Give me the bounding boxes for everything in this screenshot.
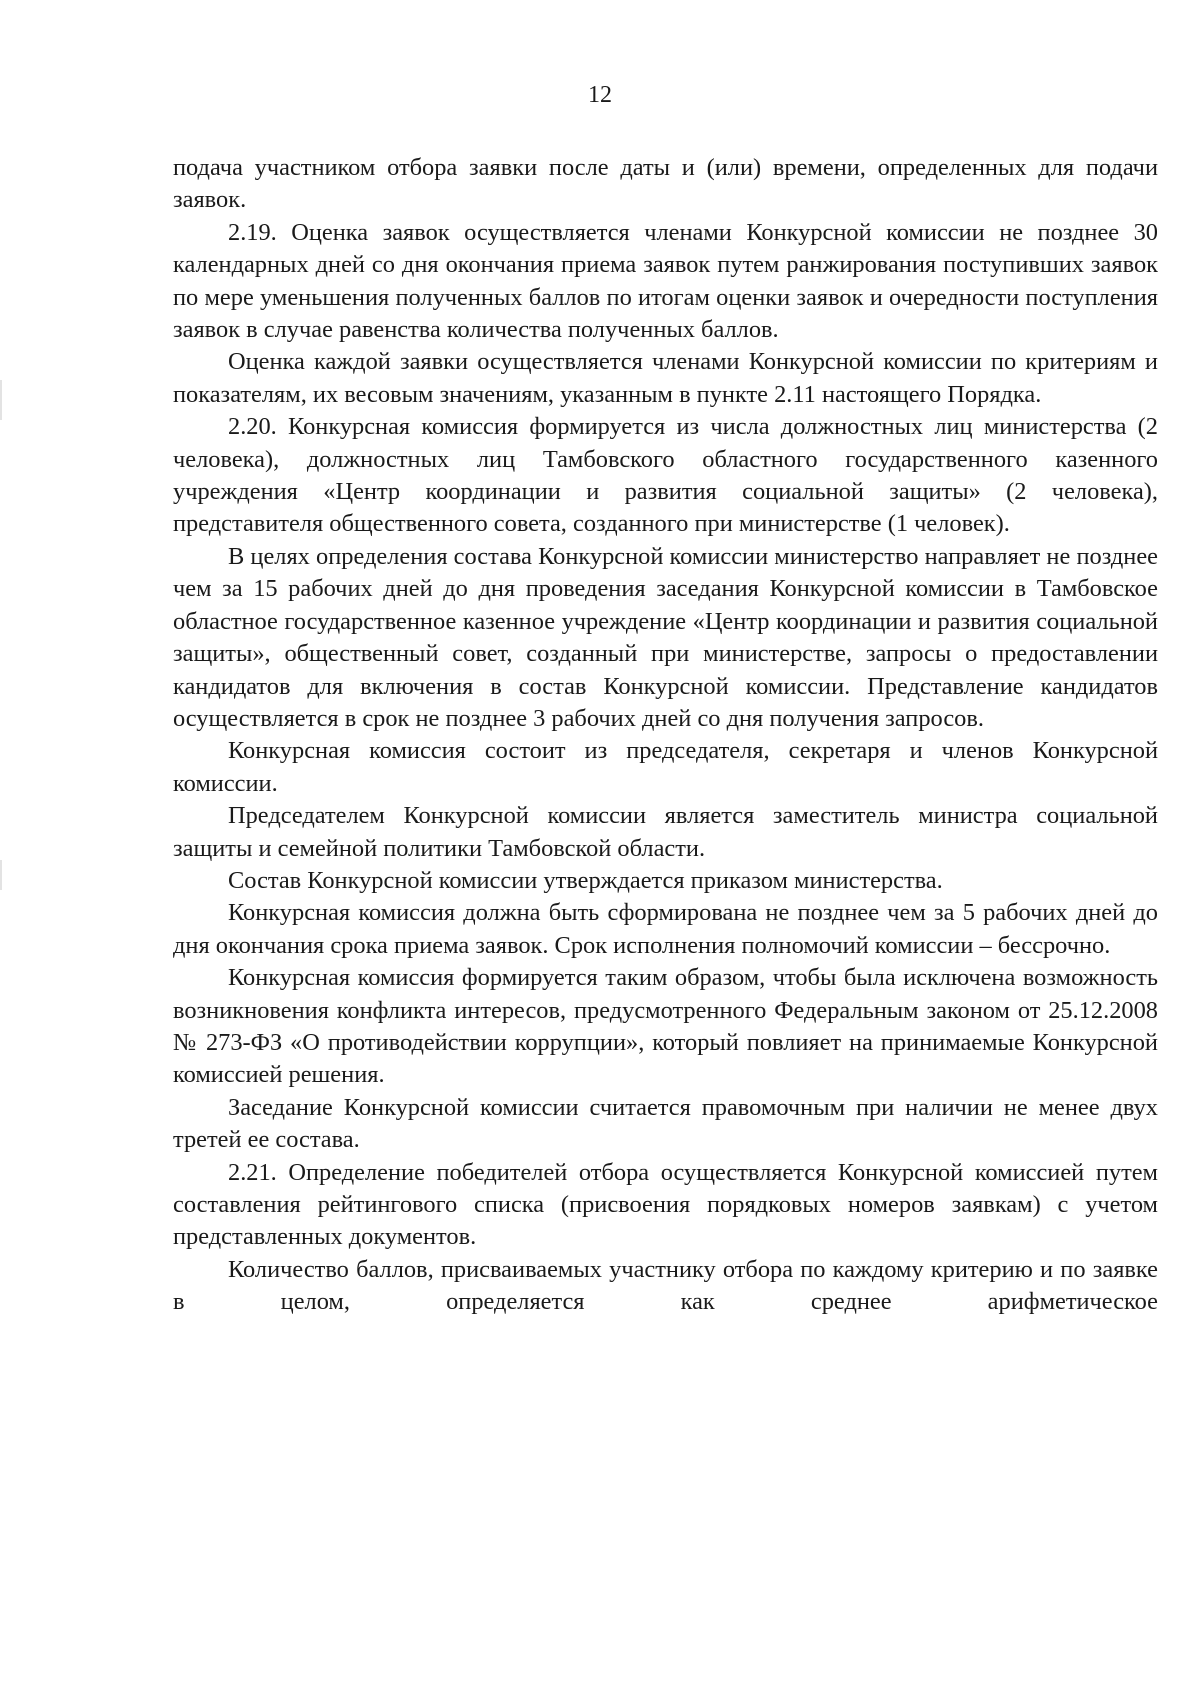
paragraph: Конкурсная комиссия состоит из председателя, секретаря и членов Конкурсной комиссии. (173, 737, 1158, 797)
paragraph: подача участником отбора заявки после даты и (или) времени, определенных для подачи заявок. (173, 154, 1158, 214)
paragraph: В целях определения состава Конкурсной комиссии министерство направляет не позднее чем за 15 рабочих дней до дня проведения заседания Конкурсной комиссии в Тамбовское областное государственное казенное учреждение «Центр координации и развития социальной защиты», общественный совет, созданный при министерстве, запросы о предоставлении кандидатов для включения в состав Конкурсной комиссии. Представление кандидатов осуществляется в срок не позднее 3 рабочих дней со дня получения запросов. (173, 542, 1158, 732)
page-number: 12 (588, 82, 612, 108)
paragraph: 2.20. Конкурсная комиссия формируется из числа должностных лиц министерства (2 человека), должностных лиц Тамбовского областного государственного казенного учреждения «Центр координации и развития социальной защиты» (2 человека), представителя общественного совета, созданного при министерстве (1 человек). (173, 413, 1158, 538)
scan-edge-mark (0, 860, 2, 890)
paragraph: 2.19. Оценка заявок осуществляется членами Конкурсной комиссии не позднее 30 календарных дней со дня окончания приема заявок путем ранжирования поступивших заявок по мере уменьшения полученных баллов по итогам оценки заявок и очередности поступления заявок в случае равенства количества полученных баллов. (173, 218, 1158, 344)
paragraph: Конкурсная комиссия формируется таким образом, чтобы была исключена возможность возникновения конфликта интересов, предусмотренного Федеральным законом от 25.12.2008 № 273-ФЗ «О противодействии коррупции», который повлияет на принимаемые Конкурсной комиссией решения. (173, 964, 1158, 1089)
paragraph: Оценка каждой заявки осуществляется членами Конкурсной комиссии по критериям и показателям, их весовым значениям, указанным в пункте 2.11 настоящего Порядка. (173, 348, 1158, 408)
paragraph: Конкурсная комиссия должна быть сформирована не позднее чем за 5 рабочих дней до дня окончания срока приема заявок. Срок исполнения полномочий комиссии – бессрочно. (173, 899, 1158, 959)
paragraph: Заседание Конкурсной комиссии считается правомочным при наличии не менее двух третей ее состава. (173, 1093, 1158, 1154)
paragraph: Количество баллов, присваиваемых участнику отбора по каждому критерию и по заявке в целом, определяется как среднее арифметическое (173, 1255, 1158, 1316)
paragraph: Председателем Конкурсной комиссии является заместитель министра социальной защиты и семейной политики Тамбовской области. (173, 802, 1158, 862)
document-body (173, 152, 1158, 1319)
paragraph: 2.21. Определение победителей отбора осуществляется Конкурсной комиссией путем составления рейтингового списка (присвоения порядковых номеров заявкам) с учетом представленных документов. (173, 1158, 1158, 1251)
paragraph: Состав Конкурсной комиссии утверждается приказом министерства. (228, 866, 943, 894)
scan-edge-mark (0, 380, 2, 420)
